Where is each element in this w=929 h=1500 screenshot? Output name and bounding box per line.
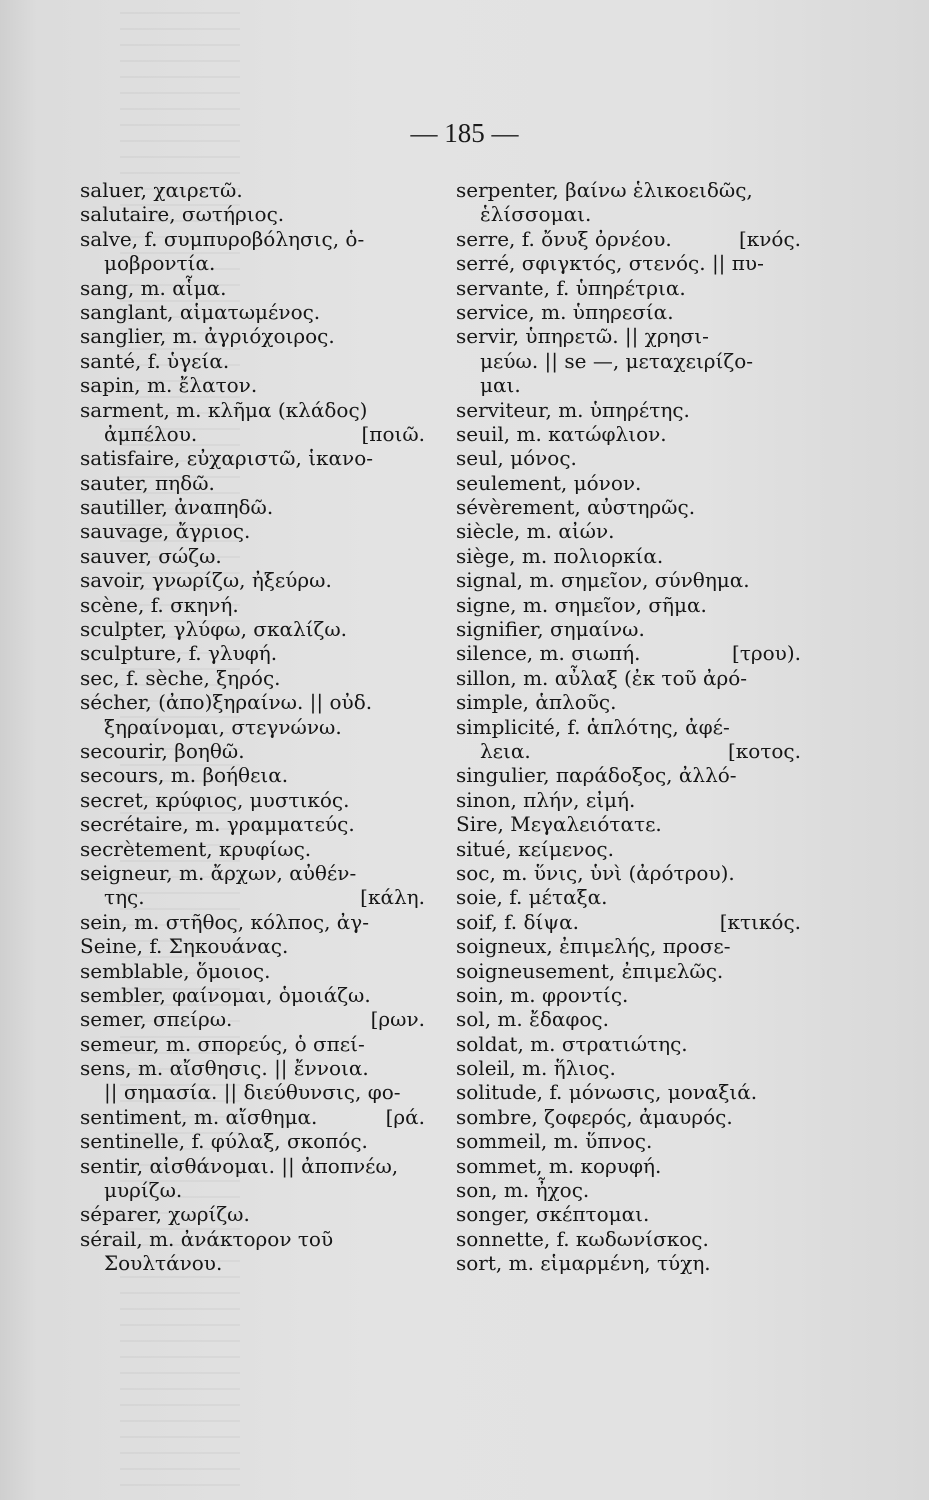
left-column (80, 178, 425, 1276)
dictionary-line (80, 934, 425, 958)
entry-text: seuil, m. κατώφλιον. (456, 421, 667, 446)
entry-text: serre, f. ὄνυξ ὀρνέου. (456, 226, 672, 251)
entry-text: μεύω. || se —, μεταχειρίζο- (480, 348, 754, 373)
dictionary-line (456, 1251, 801, 1275)
dictionary-line (80, 690, 425, 714)
dictionary-line (80, 1032, 425, 1056)
dictionary-line (456, 1178, 801, 1202)
entry-text: sommeil, m. ὕπνος. (456, 1129, 653, 1154)
dictionary-line (456, 446, 801, 470)
dictionary-line (80, 812, 425, 836)
dictionary-line (456, 959, 801, 983)
dictionary-line (456, 885, 801, 909)
entry-text: Σουλτάνου. (104, 1251, 223, 1276)
dictionary-line (80, 959, 425, 983)
dictionary-line (80, 373, 425, 397)
wrapped-fragment: [κνός. (738, 226, 801, 251)
dictionary-line (80, 788, 425, 812)
dictionary-line (456, 788, 801, 812)
dictionary-line (456, 202, 801, 226)
entry-text: sculpter, γλύφω, σκαλίζω. (80, 617, 347, 642)
entry-text: sentiment, m. αἴσθημα. (80, 1104, 318, 1129)
entry-text: sein, m. στῆθος, κόλπος, ἀγ- (80, 909, 370, 934)
dictionary-line (80, 300, 425, 324)
entry-text: sécher, (ἀπο)ξηραίνω. || οὐδ. (80, 690, 373, 715)
dictionary-line (456, 690, 801, 714)
entry-text: santé, f. ὑγεία. (80, 348, 230, 373)
dictionary-line (80, 666, 425, 690)
entry-text: savoir, γνωρίζω, ἠξεύρω. (80, 568, 332, 593)
dictionary-line (456, 934, 801, 958)
entry-text: μαι. (480, 373, 521, 398)
entry-text: serviteur, m. ὑπηρέτης. (456, 397, 690, 422)
entry-text: sanglant, αἱματωμένος. (80, 299, 321, 324)
wrapped-fragment: [ρά. (385, 1104, 425, 1129)
dictionary-line (456, 251, 801, 275)
dictionary-line (456, 324, 801, 348)
entry-text: semer, σπείρω. (80, 1007, 233, 1032)
dictionary-line (456, 1080, 801, 1104)
entry-text: ἑλίσσομαι. (480, 202, 592, 227)
wrapped-fragment: [τρου). (732, 641, 801, 666)
entry-text: seul, μόνος. (456, 446, 577, 471)
dictionary-line (80, 227, 425, 251)
dictionary-line (456, 739, 801, 763)
entry-text: sens, m. αἴσθησις. || ἔννοια. (80, 1056, 369, 1081)
dictionary-line (80, 1202, 425, 1226)
entry-text: situé, κείμενος. (456, 836, 614, 861)
dictionary-line (80, 641, 425, 665)
dictionary-line (80, 617, 425, 641)
dictionary-line (456, 227, 801, 251)
dictionary-line (456, 1105, 801, 1129)
dictionary-line (456, 1154, 801, 1178)
dictionary-line (456, 1007, 801, 1031)
dictionary-line (456, 593, 801, 617)
dictionary-line (456, 1032, 801, 1056)
entry-text: soin, m. φροντίς. (456, 982, 629, 1007)
right-column (456, 178, 801, 1276)
dictionary-line (80, 837, 425, 861)
entry-text: Seine, f. Σηκουάνας. (80, 934, 289, 959)
dictionary-line (456, 1227, 801, 1251)
dictionary-line (456, 715, 801, 739)
dictionary-line (456, 276, 801, 300)
dictionary-line (80, 593, 425, 617)
dictionary-line (456, 910, 801, 934)
dictionary-line (80, 446, 425, 470)
entry-text: sonnette, f. κωδωνίσκος. (456, 1226, 709, 1251)
entry-text: ἀμπέλου. (104, 421, 198, 446)
dictionary-line (80, 1080, 425, 1104)
dictionary-line (456, 349, 801, 373)
dictionary-line (80, 1007, 425, 1031)
entry-text: serpenter, βαίνω ἑλικοειδῶς, (456, 178, 753, 202)
entry-text: sort, m. εἱμαρμένη, τύχη. (456, 1251, 711, 1276)
entry-text: sévèrement, αὐστηρῶς. (456, 495, 696, 520)
entry-text: sentir, αἰσθάνομαι. || ἀποπνέω, (80, 1153, 399, 1178)
dictionary-line (80, 398, 425, 422)
entry-text: serré, σφιγκτός, στενός. || πυ- (456, 251, 764, 276)
dictionary-line (80, 1105, 425, 1129)
entry-text: sanglier, m. ἀγριόχοιρος. (80, 324, 335, 349)
entry-text: λεια. (480, 738, 531, 763)
entry-text: secrètement, κρυφίως. (80, 836, 312, 861)
dictionary-line (80, 1251, 425, 1275)
entry-text: saluer, χαιρετῶ. (80, 178, 243, 202)
entry-text: sentinelle, f. φύλαξ, σκοπός. (80, 1129, 368, 1154)
wrapped-fragment: [ποιῶ. (361, 421, 425, 446)
entry-text: service, m. ὑπηρεσία. (456, 299, 674, 324)
dictionary-line (80, 910, 425, 934)
entry-text: seulement, μόνον. (456, 470, 642, 495)
entry-text: secourir, βοηθῶ. (80, 738, 245, 763)
entry-text: sauter, πηδῶ. (80, 470, 215, 495)
dictionary-line (456, 1202, 801, 1226)
entry-text: silence, m. σιωπή. (456, 641, 641, 666)
entry-text: sautiller, ἀναπηδῶ. (80, 495, 274, 520)
entry-text: secret, κρύφιος, μυστικός. (80, 787, 350, 812)
wrapped-fragment: [ρων. (370, 1007, 425, 1032)
entry-text: simplicité, f. ἁπλότης, ἀφέ- (456, 714, 730, 739)
dictionary-line (456, 812, 801, 836)
entry-text: singulier, παράδοξος, ἀλλό- (456, 763, 737, 788)
dictionary-line (456, 422, 801, 446)
entry-text: sinon, πλήν, εἰμή. (456, 787, 636, 812)
entry-text: séparer, χωρίζω. (80, 1202, 250, 1227)
dictionary-line (80, 349, 425, 373)
entry-text: soif, f. δίψα. (456, 909, 579, 934)
entry-text: servante, f. ὑπηρέτρια. (456, 275, 686, 300)
entry-text: sérail, m. ἀνάκτορον τοῦ (80, 1226, 334, 1251)
page-number: — 185 — (410, 118, 519, 148)
entry-text: sang, m. αἷμα. (80, 275, 227, 300)
dictionary-line (80, 251, 425, 275)
entry-text: sec, f. sèche, ξηρός. (80, 665, 281, 690)
dictionary-line (456, 1056, 801, 1080)
entry-text: solitude, f. μόνωσις, μοναξιά. (456, 1080, 758, 1105)
entry-text: siège, m. πολιορκία. (456, 543, 664, 568)
entry-text: sommet, m. κορυφή. (456, 1153, 662, 1178)
entry-text: sembler, φαίνομαι, ὁμοιάζω. (80, 982, 371, 1007)
entry-text: || σημασία. || διεύθυνσις, φο- (104, 1080, 401, 1105)
entry-text: salutaire, σωτήριος. (80, 202, 285, 227)
dictionary-line (456, 617, 801, 641)
entry-text: sarment, m. κλῆμα (κλάδος) (80, 397, 368, 422)
entry-text: servir, ὑπηρετῶ. || χρησι- (456, 324, 709, 349)
entry-text: semblable, ὅμοιος. (80, 958, 271, 983)
dictionary-line (80, 739, 425, 763)
dictionary-line (456, 471, 801, 495)
entry-text: soc, m. ὕνις, ὑνὶ (ἀρότρου). (456, 860, 735, 885)
entry-text: signal, m. σημεῖον, σύνθημα. (456, 568, 750, 593)
dictionary-line (80, 715, 425, 739)
entry-text: της. (104, 885, 145, 910)
entry-text: sculpture, f. γλυφή. (80, 641, 278, 666)
entry-text: signe, m. σημεῖον, σῆμα. (456, 592, 707, 617)
entry-text: sol, m. ἔδαφος. (456, 1007, 609, 1032)
entry-text: songer, σκέπτομαι. (456, 1202, 650, 1227)
entry-text: secrétaire, m. γραμματεύς. (80, 812, 355, 837)
dictionary-line (456, 373, 801, 397)
dictionary-line (80, 885, 425, 909)
dictionary-line (80, 178, 425, 202)
dictionary-line (80, 1129, 425, 1153)
entry-text: Sire, Μεγαλειότατε. (456, 812, 662, 837)
entry-text: siècle, m. αἰών. (456, 519, 615, 544)
dictionary-line (456, 519, 801, 543)
entry-text: soldat, m. στρατιώτης. (456, 1031, 688, 1056)
dictionary-line (80, 1056, 425, 1080)
dictionary-line (80, 324, 425, 348)
dictionary-line (80, 276, 425, 300)
dictionary-line (80, 544, 425, 568)
dictionary-line (80, 1154, 425, 1178)
entry-text: soigneusement, ἐπιμελῶς. (456, 958, 724, 983)
dictionary-line (456, 837, 801, 861)
dictionary-line (456, 398, 801, 422)
entry-text: seigneur, m. ἄρχων, αὐθέν- (80, 860, 357, 885)
dictionary-line (456, 300, 801, 324)
dictionary-line (80, 763, 425, 787)
entry-text: sapin, m. ἔλατον. (80, 373, 258, 398)
dictionary-line (80, 202, 425, 226)
dictionary-line (456, 861, 801, 885)
dictionary-line (456, 495, 801, 519)
entry-text: son, m. ἦχος. (456, 1178, 590, 1203)
entry-text: secours, m. βοήθεια. (80, 763, 289, 788)
entry-text: sauvage, ἄγριος. (80, 519, 251, 544)
wrapped-fragment: [κάλη. (360, 885, 425, 910)
entry-text: soigneux, ἐπιμελής, προσε- (456, 934, 731, 959)
entry-text: soleil, m. ἥλιος. (456, 1056, 616, 1081)
entry-text: simple, ἁπλοῦς. (456, 690, 617, 715)
entry-text: signifier, σημαίνω. (456, 617, 645, 642)
dictionary-line (456, 568, 801, 592)
dictionary-line (80, 983, 425, 1007)
entry-text: μοβροντία. (104, 251, 216, 276)
dictionary-line (456, 178, 801, 202)
dictionary-line (456, 763, 801, 787)
entry-text: soie, f. μέταξα. (456, 885, 608, 910)
dictionary-line (456, 1129, 801, 1153)
entry-text: sauver, σώζω. (80, 543, 222, 568)
dictionary-line (456, 666, 801, 690)
dictionary-line (80, 471, 425, 495)
wrapped-fragment: [κτικός. (719, 909, 801, 934)
dictionary-line (80, 861, 425, 885)
entry-text: scène, f. σκηνή. (80, 592, 239, 617)
entry-text: sillon, m. αὖλαξ (ἐκ τοῦ ἀρό- (456, 665, 748, 690)
dictionary-line (80, 422, 425, 446)
entry-text: satisfaire, εὐχαριστῶ, ἱκανο- (80, 446, 374, 471)
dictionary-line (456, 544, 801, 568)
entry-text: μυρίζω. (104, 1178, 183, 1203)
dictionary-line (80, 495, 425, 519)
wrapped-fragment: [κοτος. (727, 738, 801, 763)
entry-text: semeur, m. σπορεύς, ὁ σπεί- (80, 1031, 365, 1056)
entry-text: salve, f. συμπυροβόλησις, ὁ- (80, 226, 365, 251)
entry-text: ξηραίνομαι, στεγνώνω. (104, 714, 342, 739)
dictionary-line (80, 1178, 425, 1202)
dictionary-line (456, 983, 801, 1007)
dictionary-line (80, 1227, 425, 1251)
entry-text: sombre, ζοφερός, ἀμαυρός. (456, 1104, 733, 1129)
dictionary-line (456, 641, 801, 665)
dictionary-line (80, 568, 425, 592)
dictionary-line (80, 519, 425, 543)
